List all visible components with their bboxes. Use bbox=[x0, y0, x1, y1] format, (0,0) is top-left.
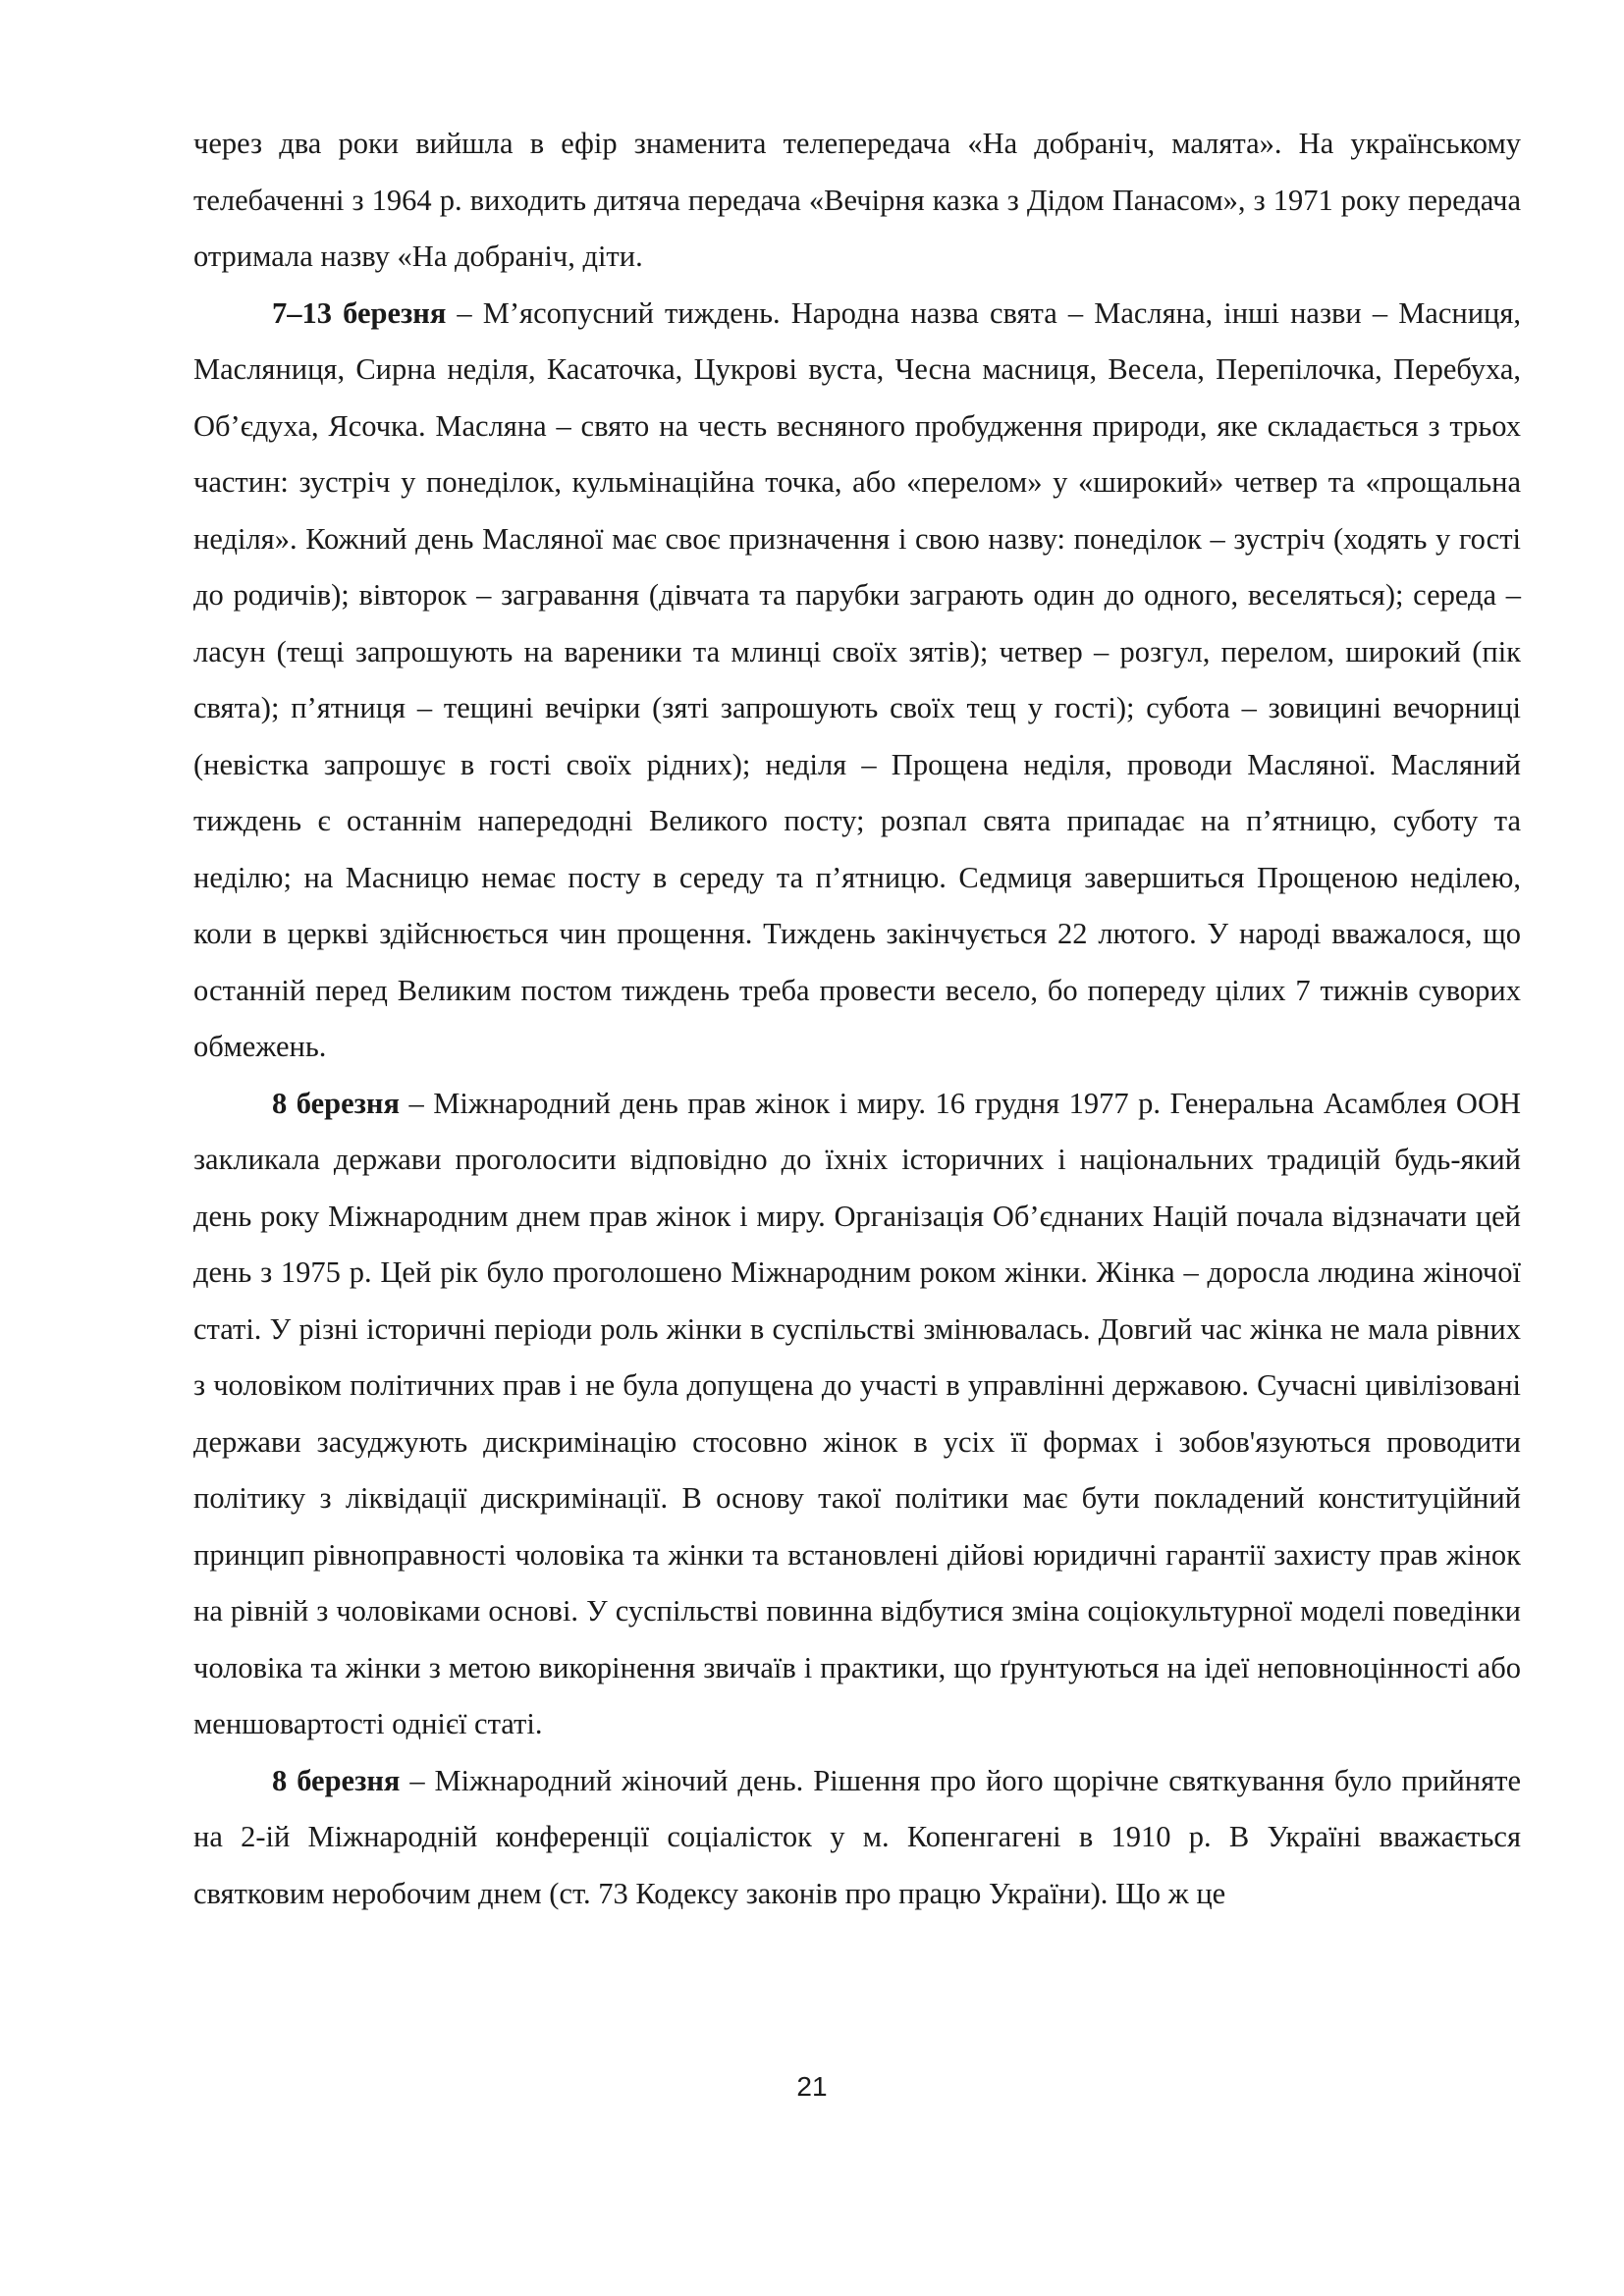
date-heading: 8 березня bbox=[272, 1086, 400, 1120]
paragraph-womens-day bbox=[193, 1753, 1521, 1923]
paragraph-womens-rights-day bbox=[193, 1076, 1521, 1753]
paragraph-maslyana bbox=[193, 286, 1521, 1076]
paragraph-text: через два роки вийшла в ефір знаменита телепередача «На добраніч, малята». На українському телебаченні з 1964 р. виходить дитяча передача «Вечірня казка з Дідом Панасом», з 1971 року передача отримала назву «На добраніч, діти. bbox=[193, 127, 1521, 273]
page-number: 21 bbox=[796, 2071, 828, 2102]
paragraph-text: – Міжнародний жіночий день. Рішення про його щорічне святкування було прийняте на 2-ій Міжнародній конференції соціалісток у м. Копенгагені в 1910 р. В Україні вважається святковим неробочим днем (ст. 73 Кодексу законів про працю України). Що ж це bbox=[193, 1763, 1521, 1910]
paragraph-tv-history bbox=[193, 116, 1521, 286]
date-heading: 7–13 березня bbox=[272, 295, 447, 330]
date-heading: 8 березня bbox=[272, 1763, 401, 1797]
paragraph-text: – Міжнародний день прав жінок і миру. 16 грудня 1977 р. Генеральна Асамблея ООН закликала держави проголосити відповідно до їхніх історичних і національних традицій будь-який день року Міжнародним днем прав жінок і миру. Організація Об’єднаних Націй почала відзначати цей день з 1975 р. Цей рік було проголошено Міжнародним роком жінки. Жінка – доросла людина жіночої статі. У різні історичні періоди роль жінки в суспільстві змінювалась. Довгий час жінка не мала рівних з чоловіком політичних прав і не була допущена до участі в управлінні державою. Сучасні цивілізовані держави засуджують дискримінацію стосовно жінок в усіх її формах і зобов'язуються проводити політику з ліквідації дискримінації. В основу такої політики має бути покладений конституційний принцип рівноправності чоловіка та жінки та встановлені дійові юридичні гарантії захисту прав жінок на рівній з чоловіками основі. У суспільстві повинна відбутися зміна соціокультурної моделі поведінки чоловіка та жінки з метою викорінення звичаїв і практики, що ґрунтуються на ідеї неповноцінності або меншовартості однієї статі. bbox=[193, 1086, 1521, 1740]
paragraph-text: – М’ясопусний тиждень. Народна назва свята – Масляна, інші назви – Масниця, Масляниця, Сирна неділя, Касаточка, Цукрові вуста, Чесна масниця, Весела, Перепілочка, Перебуха, Об’єдуха, Ясочка. Масляна – свято на честь весняного пробудження природи, яке складається з трьох частин: зустріч у понеділок, кульмінаційна точка, або «перелом» у «широкий» четвер та «прощальна неділя». Кожний день Масляної має своє призначення і свою назву: понеділок – зустріч (ходять у гості до родичів); вівторок – загравання (дівчата та парубки заграють один до одного, веселяться); середа – ласун (тещі запрошують на вареники та млинці своїх зятів); четвер – розгул, перелом, широкий (пік свята); п’ятниця – тещині вечірки (зяті запрошують своїх тещ у гості); субота – зовицині вечорниці (невістка запрошує в гості своїх рідних); неділя – Прощена неділя, проводи Масляної. Масляний тиждень є останнім напередодні Великого посту; розпал свята припадає на п’ятницю, суботу та неділю; на Масницю немає посту в середу та п’ятницю. Седмиця завершиться Прощеною неділею, коли в церкві здійснюється чин прощення. Тиждень закінчується 22 лютого. У народі вважалося, що останній перед Великим постом тиждень треба провести весело, бо попереду цілих 7 тижнів суворих обмежень. bbox=[193, 295, 1522, 1063]
document-body bbox=[193, 116, 1521, 1922]
